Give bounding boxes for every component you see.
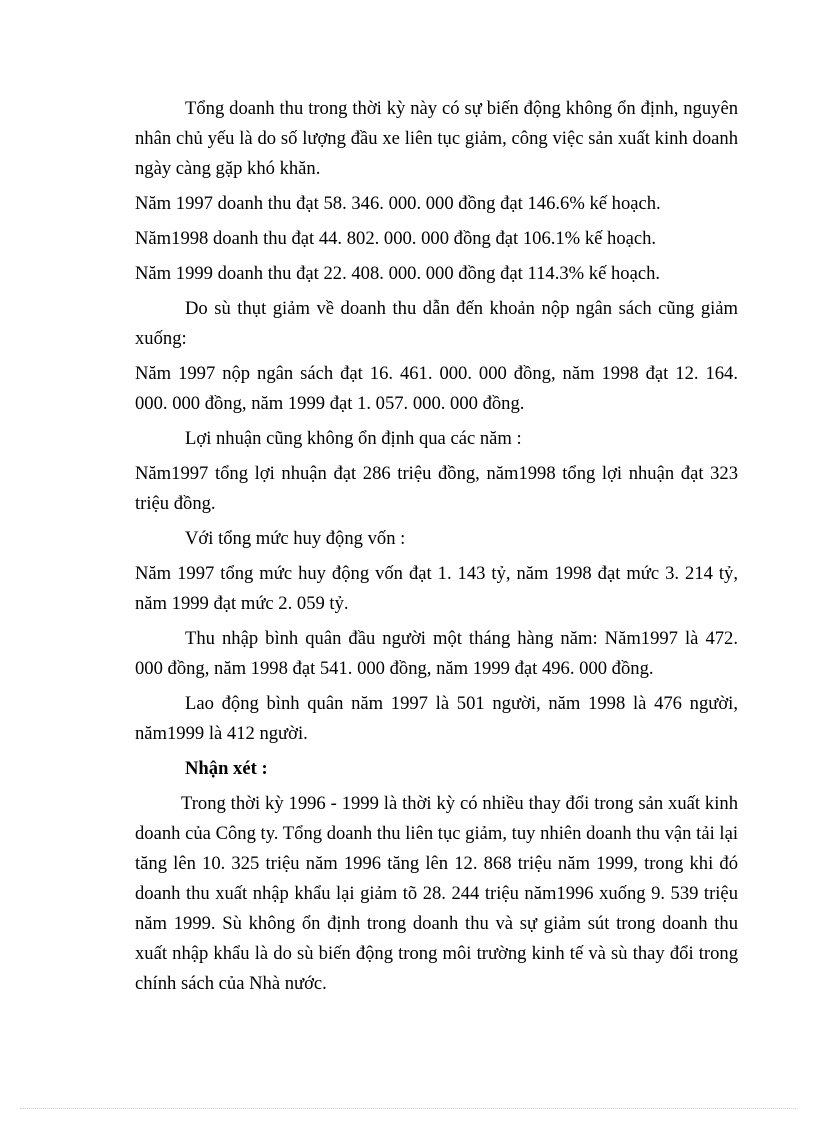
paragraph-revenue-1997: Năm 1997 doanh thu đạt 58. 346. 000. 000 đồng đạt 146.6% kế hoạch.: [135, 193, 661, 214]
paragraph-profit-values: Năm1997 tổng lợi nhuận đạt 286 triệu đồng, năm1998 tổng lợi nhuận đạt 323 triệu đồng.: [135, 463, 738, 514]
section-heading-remarks: Nhận xét :: [185, 758, 268, 779]
paragraph-budget-intro: Do sù thụt giảm về doanh thu dẫn đến khoản nộp ngân sách cũng giảm xuống:: [135, 298, 738, 349]
paragraph-budget-values: Năm 1997 nộp ngân sách đạt 16. 461. 000. 000 đồng, năm 1998 đạt 12. 164. 000. 000 đồng, năm 1999 đạt 1. 057. 000. 000 đồng.: [135, 363, 738, 414]
paragraph-revenue-intro: Tổng doanh thu trong thời kỳ này có sự biến động không ổn định, nguyên nhân chủ yếu là do số lượng đầu xe liên tục giảm, công việc sản xuất kinh doanh ngày càng gặp khó khăn.: [135, 98, 738, 179]
document-body: [135, 94, 738, 1004]
paragraph-profit-intro: Lợi nhuận cũng không ổn định qua các năm :: [185, 428, 522, 449]
page-bottom-rule: [20, 1108, 796, 1109]
paragraph-capital-values: Năm 1997 tổng mức huy động vốn đạt 1. 143 tỷ, năm 1998 đạt mức 3. 214 tỷ, năm 1999 đạt mức 2. 059 tỷ.: [135, 563, 738, 614]
paragraph-income: Thu nhập bình quân đầu người một tháng hàng năm: Năm1997 là 472. 000 đồng, năm 1998 đạt 541. 000 đồng, năm 1999 đạt 496. 000 đồng.: [135, 628, 738, 679]
paragraph-revenue-1999: Năm 1999 doanh thu đạt 22. 408. 000. 000 đồng đạt 114.3% kế hoạch.: [135, 263, 661, 284]
paragraph-labor: Lao động bình quân năm 1997 là 501 người, năm 1998 là 476 người, năm1999 là 412 người.: [135, 693, 738, 744]
paragraph-capital-intro: Với tổng mức huy động vốn :: [185, 528, 406, 549]
paragraph-revenue-1998: Năm1998 doanh thu đạt 44. 802. 000. 000 đồng đạt 106.1% kế hoạch.: [135, 228, 657, 249]
paragraph-remarks: Trong thời kỳ 1996 - 1999 là thời kỳ có nhiều thay đổi trong sản xuất kinh doanh của Công ty. Tổng doanh thu liên tục giảm, tuy nhiên doanh thu vận tải lại tăng lên 10. 325 triệu năm 1996 tăng lên 12. 868 triệu năm 1999, trong khi đó doanh thu xuất nhập khẩu lại giảm tõ 28. 244 triệu năm1996 xuống 9. 539 triệu năm 1999. Sù không ổn định trong doanh thu và sự giảm sút trong doanh thu xuất nhập khẩu là do sù biến động trong môi trường kinh tế và sù thay đổi trong chính sách của Nhà nước.: [135, 793, 738, 994]
